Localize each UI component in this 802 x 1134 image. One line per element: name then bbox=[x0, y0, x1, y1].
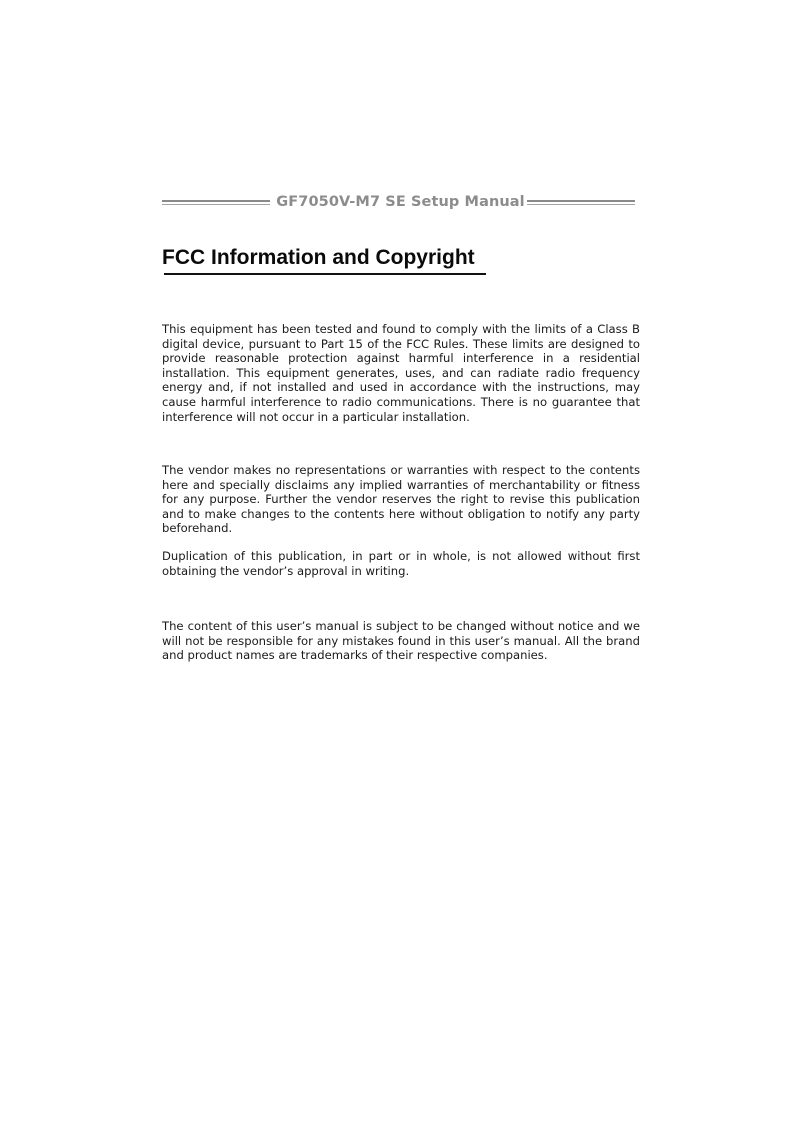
trademark-notice-paragraph: The content of this user’s manual is subject to be changed without notice and we will not be responsible for any mistakes found in this user’s manual. All the brand and product names are trademarks of their respective companies. bbox=[162, 619, 640, 663]
section-title-underline bbox=[164, 273, 486, 275]
header-rule-left bbox=[162, 200, 270, 205]
section-title: FCC Information and Copyright bbox=[162, 246, 475, 269]
header-rule-line bbox=[527, 204, 635, 205]
running-header-title: GF7050V-M7 SE Setup Manual bbox=[276, 194, 525, 210]
fcc-compliance-paragraph: This equipment has been tested and found to comply with the limits of a Class B digital device, pursuant to Part 15 of the FCC Rules. These limits are designed to provide reasonable protection against harmful interference in a residential installation. This equipment generates, uses, and can radiate radio frequency energy and, if not installed and used in accordance with the instructions, may cause harmful interference to radio communications. There is no guarantee that interference will not occur in a particular installation. bbox=[162, 322, 640, 424]
running-header bbox=[162, 190, 635, 214]
header-rule-line bbox=[162, 200, 270, 202]
duplication-notice-paragraph: Duplication of this publication, in part or in whole, is not allowed without first obtaining the vendor’s approval in writing. bbox=[162, 549, 640, 578]
header-rule-line bbox=[527, 200, 635, 202]
header-rule-right bbox=[527, 200, 635, 205]
header-rule-line bbox=[162, 204, 270, 205]
warranty-disclaimer-paragraph: The vendor makes no representations or warranties with respect to the contents here and specially disclaims any implied warranties of merchantability or fitness for any purpose. Further the vendor reserves the right to revise this publication and to make changes to the contents here without obligation to notify any party beforehand. bbox=[162, 463, 640, 536]
